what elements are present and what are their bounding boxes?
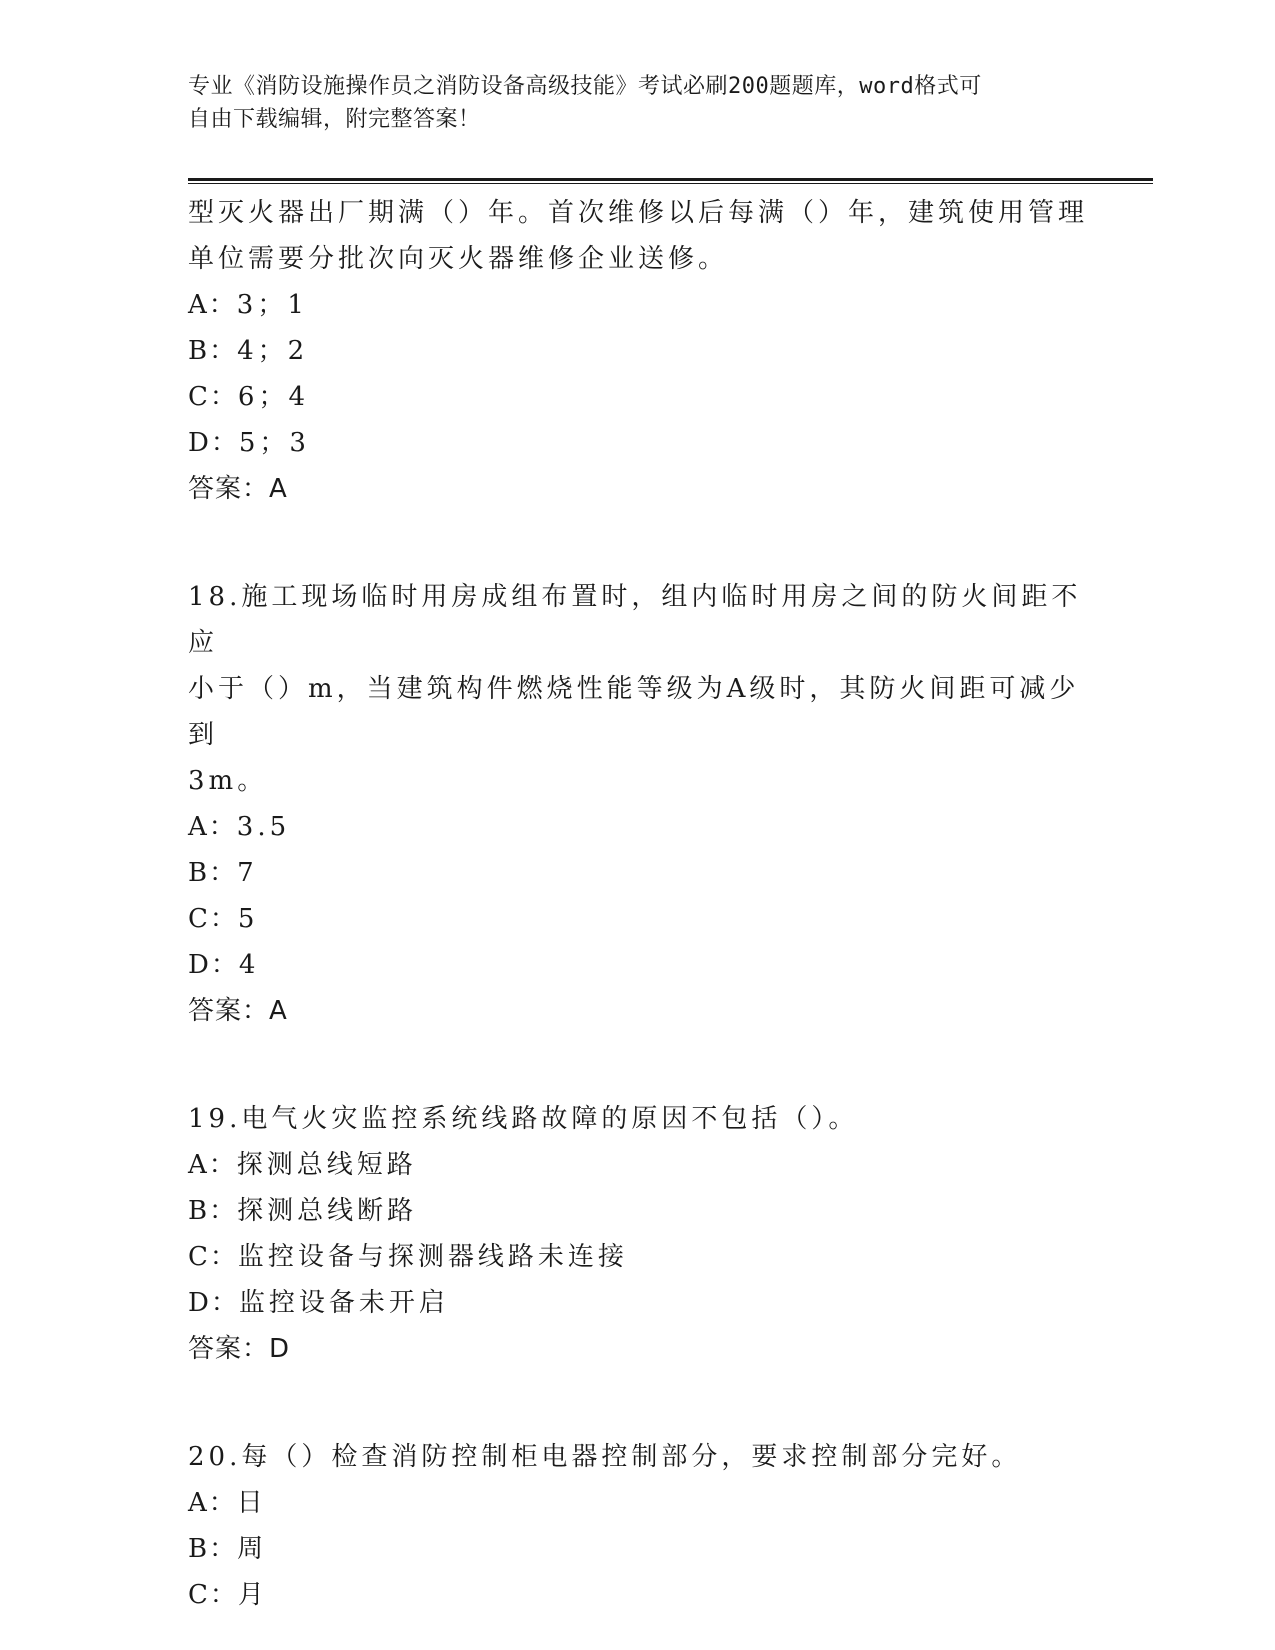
- question-text-line: 3m。: [188, 766, 268, 796]
- question-text-line: 小于（）m，当建筑构件燃烧性能等级为A级时，其防火间距可减少到: [188, 674, 1080, 750]
- question-text-line: 18.施工现场临时用房成组布置时，组内临时用房之间的防火间距不应: [188, 582, 1082, 658]
- option-letter: A：: [188, 812, 237, 842]
- option-c: [188, 1572, 1088, 1618]
- question-text-line: 型灭火器出厂期满（）年。首次维修以后每满（）年，建筑使用管理: [188, 198, 1089, 228]
- option-a: [188, 804, 1088, 850]
- option-b: [188, 850, 1088, 896]
- option-b: [188, 1188, 1088, 1234]
- option-a: [188, 1142, 1088, 1188]
- header-line-2: 自由下载编辑，附完整答案！: [188, 107, 481, 132]
- option-b: [188, 1526, 1088, 1572]
- answer-line: 答案：A: [188, 996, 288, 1026]
- option-b: [188, 328, 1088, 374]
- option-text: 周: [237, 1534, 268, 1564]
- option-a: [188, 1480, 1088, 1526]
- header-divider-thin: [188, 183, 1153, 184]
- option-letter: B：: [188, 858, 238, 888]
- option-letter: B：: [188, 1534, 238, 1564]
- document-header: [188, 70, 1088, 136]
- option-text: 3.5: [236, 812, 291, 842]
- option-text: 日: [236, 1488, 267, 1518]
- option-c: [188, 1234, 1088, 1280]
- option-letter: B：: [188, 1196, 238, 1226]
- answer-line: 答案：D: [188, 1334, 291, 1364]
- option-text: 5；3: [238, 428, 310, 458]
- option-letter: B：: [188, 336, 238, 366]
- option-letter: D：: [188, 428, 239, 458]
- option-letter: D：: [188, 1288, 239, 1318]
- question-text-line: 19.电气火灾监控系统线路故障的原因不包括（）。: [188, 1104, 859, 1134]
- question-item: [188, 1096, 1088, 1372]
- question-item: [188, 1434, 1088, 1618]
- option-letter: C：: [188, 382, 238, 412]
- option-text: 3；1: [236, 290, 308, 320]
- question-list: [188, 190, 1088, 1618]
- option-text: 4: [238, 950, 260, 980]
- option-d: [188, 1280, 1088, 1326]
- question-text-line: 单位需要分批次向灭火器维修企业送修。: [188, 244, 729, 274]
- option-letter: A：: [188, 1150, 237, 1180]
- option-d: [188, 420, 1088, 466]
- header-line-1: 专业《消防设施操作员之消防设备高级技能》考试必刷200题题库，word格式可: [188, 74, 982, 99]
- option-text: 6；4: [237, 382, 309, 412]
- option-text: 4；2: [237, 336, 309, 366]
- option-c: [188, 896, 1088, 942]
- option-text: 7: [237, 858, 258, 888]
- header-divider-thick: [188, 178, 1153, 181]
- option-text: 监控设备未开启: [238, 1288, 449, 1318]
- option-d: [188, 942, 1088, 988]
- option-letter: D：: [188, 950, 239, 980]
- option-letter: C：: [188, 1580, 238, 1610]
- option-letter: A：: [188, 290, 237, 320]
- option-letter: C：: [188, 1242, 238, 1272]
- option-a: [188, 282, 1088, 328]
- option-letter: A：: [188, 1488, 237, 1518]
- option-c: [188, 374, 1088, 420]
- option-text: 月: [237, 1580, 268, 1610]
- option-text: 监控设备与探测器线路未连接: [237, 1242, 628, 1272]
- answer-line: 答案：A: [188, 474, 288, 504]
- option-text: 探测总线短路: [236, 1150, 417, 1180]
- option-text: 5: [237, 904, 259, 934]
- option-text: 探测总线断路: [237, 1196, 418, 1226]
- question-item: [188, 190, 1088, 512]
- option-letter: C：: [188, 904, 238, 934]
- question-item: [188, 574, 1088, 1034]
- question-text-line: 20.每（）检查消防控制柜电器控制部分，要求控制部分完好。: [188, 1442, 1022, 1472]
